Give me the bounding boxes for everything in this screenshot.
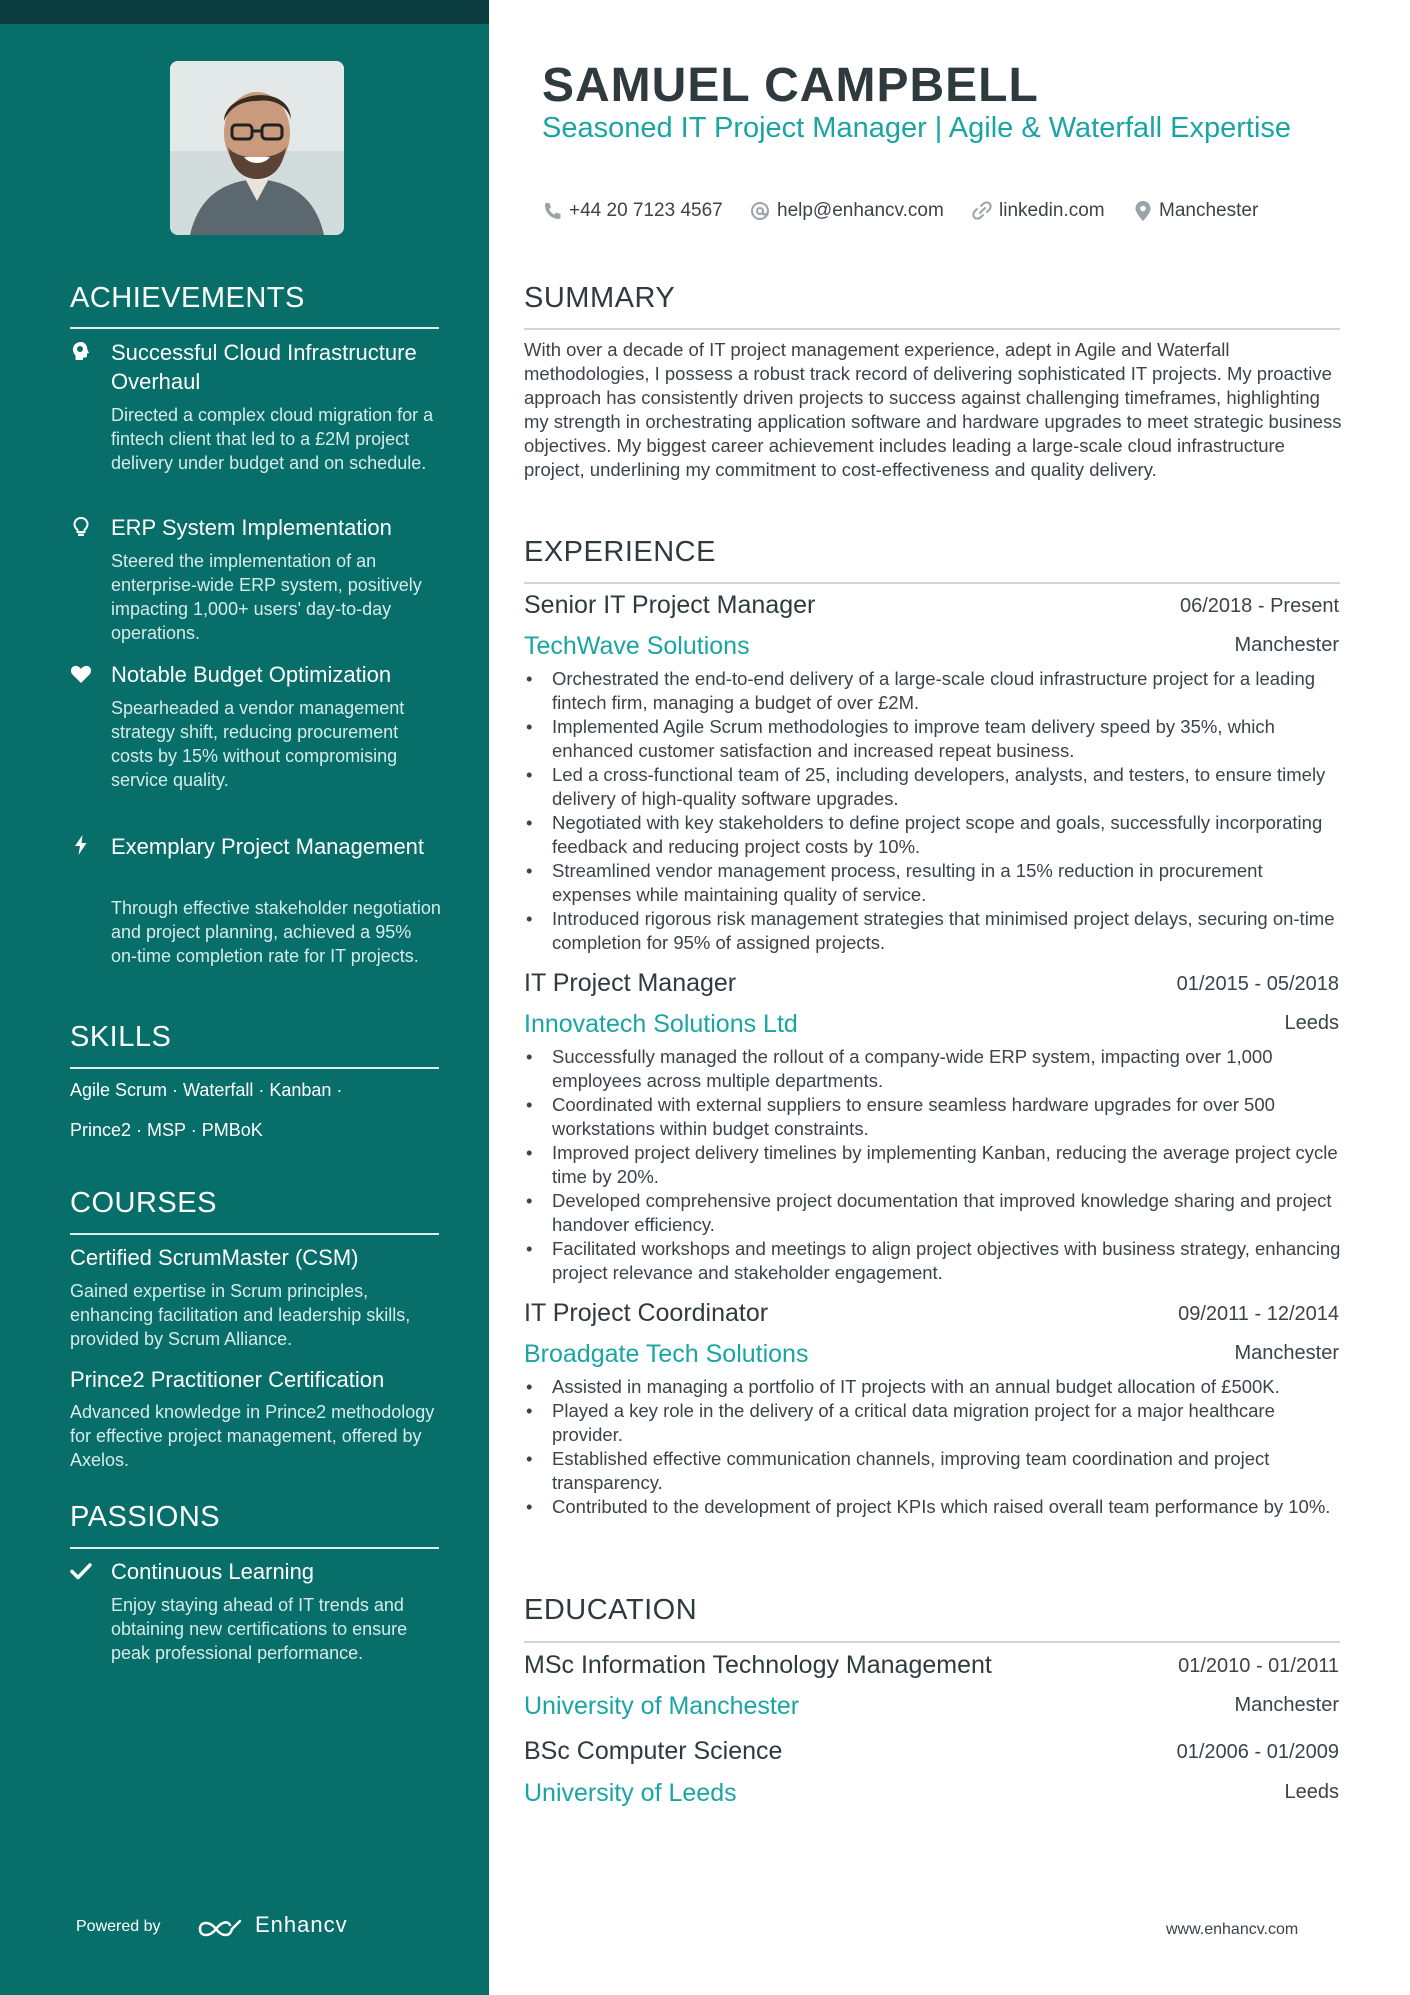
summary-rule [524,328,1340,330]
location-pin-icon [1133,200,1153,222]
job-dates: 01/2015 - 05/2018 [1176,973,1339,995]
experience-heading: EXPERIENCE [524,536,716,568]
job-dates: 09/2011 - 12/2014 [1178,1303,1339,1325]
job-location: Manchester [1234,1342,1339,1364]
job-title: Senior IT Project Manager [524,591,816,619]
achievement-desc: Directed a complex cloud migration for a fintech client that led to a £2M project delivery under budget and on schedule. [111,405,434,473]
list-item: • Led a cross-functional team of 25, including developers, analysts, and testers, to ensure timely delivery of high-quality software upgrades. [524,763,1344,811]
contact-phone[interactable]: +44 20 7123 4567 [569,200,723,221]
job-bullets [524,1375,1344,1519]
list-item: • Developed comprehensive project documentation that improved knowledge sharing and project handover efficiency. [524,1189,1344,1237]
achievements-rule [70,327,439,329]
job-title: IT Project Manager [524,969,737,997]
enhancv-logo-icon [196,1917,244,1941]
list-item: • Introduced rigorous risk management strategies that minimised project delays, securing on-time completion for 95% of assigned projects. [524,907,1344,955]
profile-photo [170,61,344,235]
skills-list: Prince2 · MSP · PMBoK [70,1120,263,1140]
list-item: • Facilitated workshops and meetings to align project objectives with business strategy, enhancing project relevance and stakeholder engagement. [524,1237,1344,1285]
achievements-heading: ACHIEVEMENTS [70,282,305,314]
skills-rule [70,1067,439,1069]
list-item: • Negotiated with key stakeholders to define project scope and goals, successfully incorporating feedback and reducing project costs by 10%. [524,811,1344,859]
contact-location: Manchester [1159,200,1259,221]
sidebar [0,0,489,1995]
powered-by-label: Powered by [76,1918,161,1935]
skills-list: Agile Scrum · Waterfall · Kanban · [70,1080,343,1100]
achievement-title: ERP System Implementation [111,515,392,540]
footer-url[interactable]: www.enhancv.com [1166,1921,1299,1938]
job-company: Broadgate Tech Solutions [524,1340,809,1368]
job-location: Leeds [1284,1012,1339,1034]
brain-head-icon [70,340,92,362]
heart-icon [70,663,92,685]
passion-title: Continuous Learning [111,1559,315,1584]
passion-desc: Enjoy staying ahead of IT trends and obtaining new certifications to ensure peak professional performance. [111,1595,408,1663]
school-name: University of Leeds [524,1779,737,1807]
list-item: • Coordinated with external suppliers to ensure seamless hardware upgrades for over 500 workstations within budget constraints. [524,1093,1344,1141]
degree-title: MSc Information Technology Management [524,1651,992,1679]
courses-rule [70,1233,439,1235]
school-name: University of Manchester [524,1692,800,1720]
education-dates: 01/2006 - 01/2009 [1176,1741,1339,1763]
degree-title: BSc Computer Science [524,1737,783,1765]
job-company: TechWave Solutions [524,632,750,660]
summary-heading: SUMMARY [524,282,676,314]
list-item: • Implemented Agile Scrum methodologies to improve team delivery speed by 35%, which enhanced customer satisfaction and increased repeat business. [524,715,1344,763]
passions-heading: PASSIONS [70,1501,221,1533]
education-heading: EDUCATION [524,1594,698,1626]
list-item: • Improved project delivery timelines by implementing Kanban, reducing the average project cycle time by 20%. [524,1141,1344,1189]
checkmark-icon [70,1560,92,1582]
achievement-desc: Through effective stakeholder negotiation and project planning, achieved a 95% on-time completion rate for IT projects. [111,898,441,966]
achievement-desc: Steered the implementation of an enterprise-wide ERP system, positively impacting 1,000+ users' day-to-day operations. [111,551,422,643]
contact-email[interactable]: help@enhancv.com [777,200,944,221]
job-bullets [524,667,1344,955]
job-bullets [524,1045,1344,1285]
skills-heading: SKILLS [70,1021,172,1053]
at-icon [750,200,770,222]
list-item: • Successfully managed the rollout of a company-wide ERP system, impacting over 1,000 employees across multiple departments. [524,1045,1344,1093]
course-title: Certified ScrumMaster (CSM) [70,1245,359,1270]
courses-heading: COURSES [70,1187,217,1219]
candidate-name: SAMUEL CAMPBELL [542,59,1039,112]
job-dates: 06/2018 - Present [1180,595,1339,617]
sidebar-top-bar [0,0,489,24]
education-rule [524,1641,1340,1643]
achievement-title: Exemplary Project Management [111,834,425,859]
job-title: IT Project Coordinator [524,1299,769,1327]
lightning-icon [70,834,92,856]
contact-linkedin[interactable]: linkedin.com [999,200,1105,221]
achievement-desc: Spearheaded a vendor management strategy shift, reducing procurement costs by 15% without compromising service quality. [111,698,405,790]
job-company: Innovatech Solutions Ltd [524,1010,798,1038]
achievement-title: Successful Cloud Infrastructure Overhaul [111,340,417,394]
lightbulb-icon [70,516,92,538]
experience-rule [524,582,1340,584]
list-item: • Orchestrated the end-to-end delivery of a large-scale cloud infrastructure project for a leading fintech firm, managing a budget of over £2M. [524,667,1344,715]
education-dates: 01/2010 - 01/2011 [1178,1655,1339,1677]
job-location: Manchester [1234,634,1339,656]
list-item: • Played a key role in the delivery of a critical data migration project for a major healthcare provider. [524,1399,1344,1447]
course-title: Prince2 Practitioner Certification [70,1367,385,1392]
list-item: • Streamlined vendor management process, resulting in a 15% reduction in procurement expenses while maintaining quality of service. [524,859,1344,907]
phone-icon [542,200,562,222]
course-desc: Advanced knowledge in Prince2 methodology for effective project management, offered by Axelos. [70,1402,435,1470]
course-desc: Gained expertise in Scrum principles, enhancing facilitation and leadership skills, provided by Scrum Alliance. [70,1281,411,1349]
link-icon [972,200,992,222]
list-item: • Established effective communication channels, improving team coordination and project transparency. [524,1447,1344,1495]
school-location: Manchester [1234,1694,1339,1716]
summary-text: With over a decade of IT project management experience, adept in Agile and Waterfall methodologies, I possess a robust track record of delivering sophisticated IT projects. My proactive approach has consistently driven projects to success against challenging timeframes, highlighting my strength in orchestrating application software and hardware upgrades to meet strategic business objectives. My biggest career achievement includes leading a large-scale cloud infrastructure project, underlining my commitment to cost-effectiveness and quality delivery. [524,339,1342,480]
list-item: • Contributed to the development of project KPIs which raised overall team performance by 10%. [524,1495,1344,1519]
list-item: • Assisted in managing a portfolio of IT projects with an annual budget allocation of £500K. [524,1375,1344,1399]
school-location: Leeds [1284,1781,1339,1803]
enhancv-brand[interactable]: Enhancv [255,1912,348,1937]
passions-rule [70,1547,439,1549]
achievement-title: Notable Budget Optimization [111,662,392,687]
candidate-tagline: Seasoned IT Project Manager | Agile & Waterfall Expertise [542,112,1292,144]
